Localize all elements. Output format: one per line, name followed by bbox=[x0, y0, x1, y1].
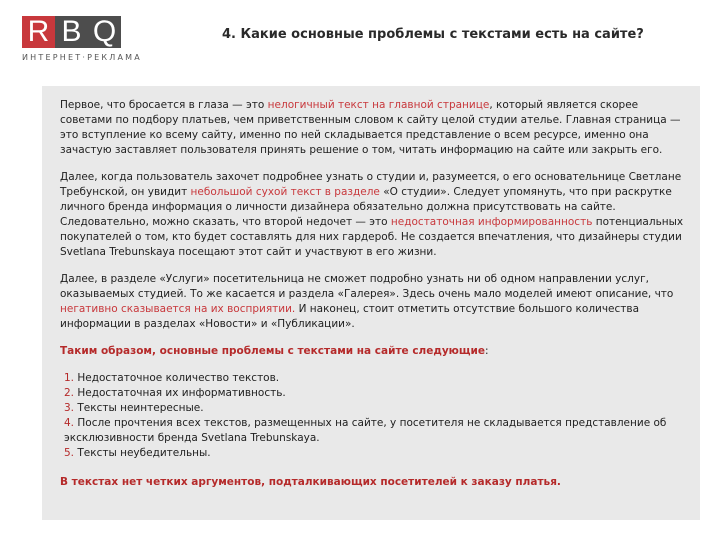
rbq-logo bbox=[22, 16, 142, 62]
summary-heading bbox=[60, 344, 690, 359]
list-item-text: Тексты неубедительны. bbox=[77, 447, 211, 459]
list-item-number: 1. bbox=[64, 372, 75, 384]
list-item-text: После прочтения всех текстов, размещенных на сайте, у посетителя не складывается представление об эксклюзивности бренда Svetlana Trebunskaya. bbox=[64, 417, 667, 444]
summary-colon: : bbox=[484, 345, 489, 357]
list-item bbox=[60, 401, 690, 416]
p2-highlight-2: недостаточная информированность bbox=[390, 216, 593, 228]
p1-text-end: , который является скорее советами по подбору платьев, чем приветственным словом к сайту целой студии ателье. Главная страница — это вступление ко всему сайту, именно по ней складывается представление о всем ресурсе, именно она зачастую заставляет пользователя принять решение о том, читать информацию на сайте или закрыть его. bbox=[60, 99, 681, 156]
p1-text: Первое, что бросается в глаза — это bbox=[60, 99, 268, 111]
paragraph-2 bbox=[60, 170, 690, 260]
list-item-number: 5. bbox=[64, 447, 75, 459]
list-item bbox=[60, 416, 690, 446]
conclusion: В текстах нет четких аргументов, подталкивающих посетителей к заказу платья. bbox=[60, 476, 561, 488]
list-item bbox=[60, 446, 690, 461]
summary-heading-text: Таким образом, основные проблемы с текстами на сайте следующие bbox=[60, 345, 485, 357]
p3-highlight: негативно сказывается на их восприятии. bbox=[60, 303, 296, 315]
list-item-number: 3. bbox=[64, 402, 75, 414]
list-item-text: Тексты неинтересные. bbox=[77, 402, 204, 414]
list-item-text: Недостаточное количество текстов. bbox=[77, 372, 280, 384]
p2-text-middle: «О студии». Следует упомянуть, что при раскрутке личного бренда информация о личности дизайнера обязательно должна присутствовать на сайте. Следовательно, можно сказать, что второй недочет — это bbox=[60, 186, 672, 228]
p1-highlight: нелогичный текст на главной странице bbox=[267, 99, 490, 111]
list-item bbox=[60, 386, 690, 401]
logo-subtitle: ИНТЕРНЕТ·РЕКЛАМА bbox=[22, 53, 142, 62]
logo-letters bbox=[22, 16, 142, 48]
paragraph-1 bbox=[60, 98, 690, 158]
p2-highlight-1: небольшой сухой текст в разделе bbox=[190, 186, 380, 198]
list-item-number: 4. bbox=[64, 417, 75, 429]
list-item-number: 2. bbox=[64, 387, 75, 399]
paragraph-3 bbox=[60, 272, 690, 332]
p3-text-end: И наконец, стоит отметить отсутствие большого количества информации в разделах «Новости» и «Публикации». bbox=[60, 303, 640, 330]
list-item bbox=[60, 371, 690, 386]
p2-text: Далее, когда пользователь захочет подробнее узнать о студии и, разумеется, о его основательнице Светлане Требунской, он увидит bbox=[60, 171, 682, 198]
logo-letter-r: R bbox=[22, 16, 55, 48]
logo-letter-b: B bbox=[55, 16, 88, 48]
slide-title: 4. Какие основные проблемы с текстами есть на сайте? bbox=[222, 27, 644, 42]
logo-letter-q: Q bbox=[88, 16, 121, 48]
content-panel bbox=[42, 86, 700, 520]
p3-text: Далее, в разделе «Услуги» посетительница не сможет подробно узнать ни об одном направлении услуг, оказываемых студией. То же касается и раздела «Галерея». Здесь очень мало моделей имеют описание, что bbox=[60, 273, 674, 300]
p2-text-end: потенциальных покупателей о том, кто будет составлять для них гардероб. Не создается впечатления, что дизайнеры студии Svetlana Trebunskaya посещают этот сайт и участвуют в его жизни. bbox=[60, 216, 684, 258]
list-item-text: Недостаточная их информативность. bbox=[77, 387, 286, 399]
problems-list bbox=[60, 371, 690, 461]
